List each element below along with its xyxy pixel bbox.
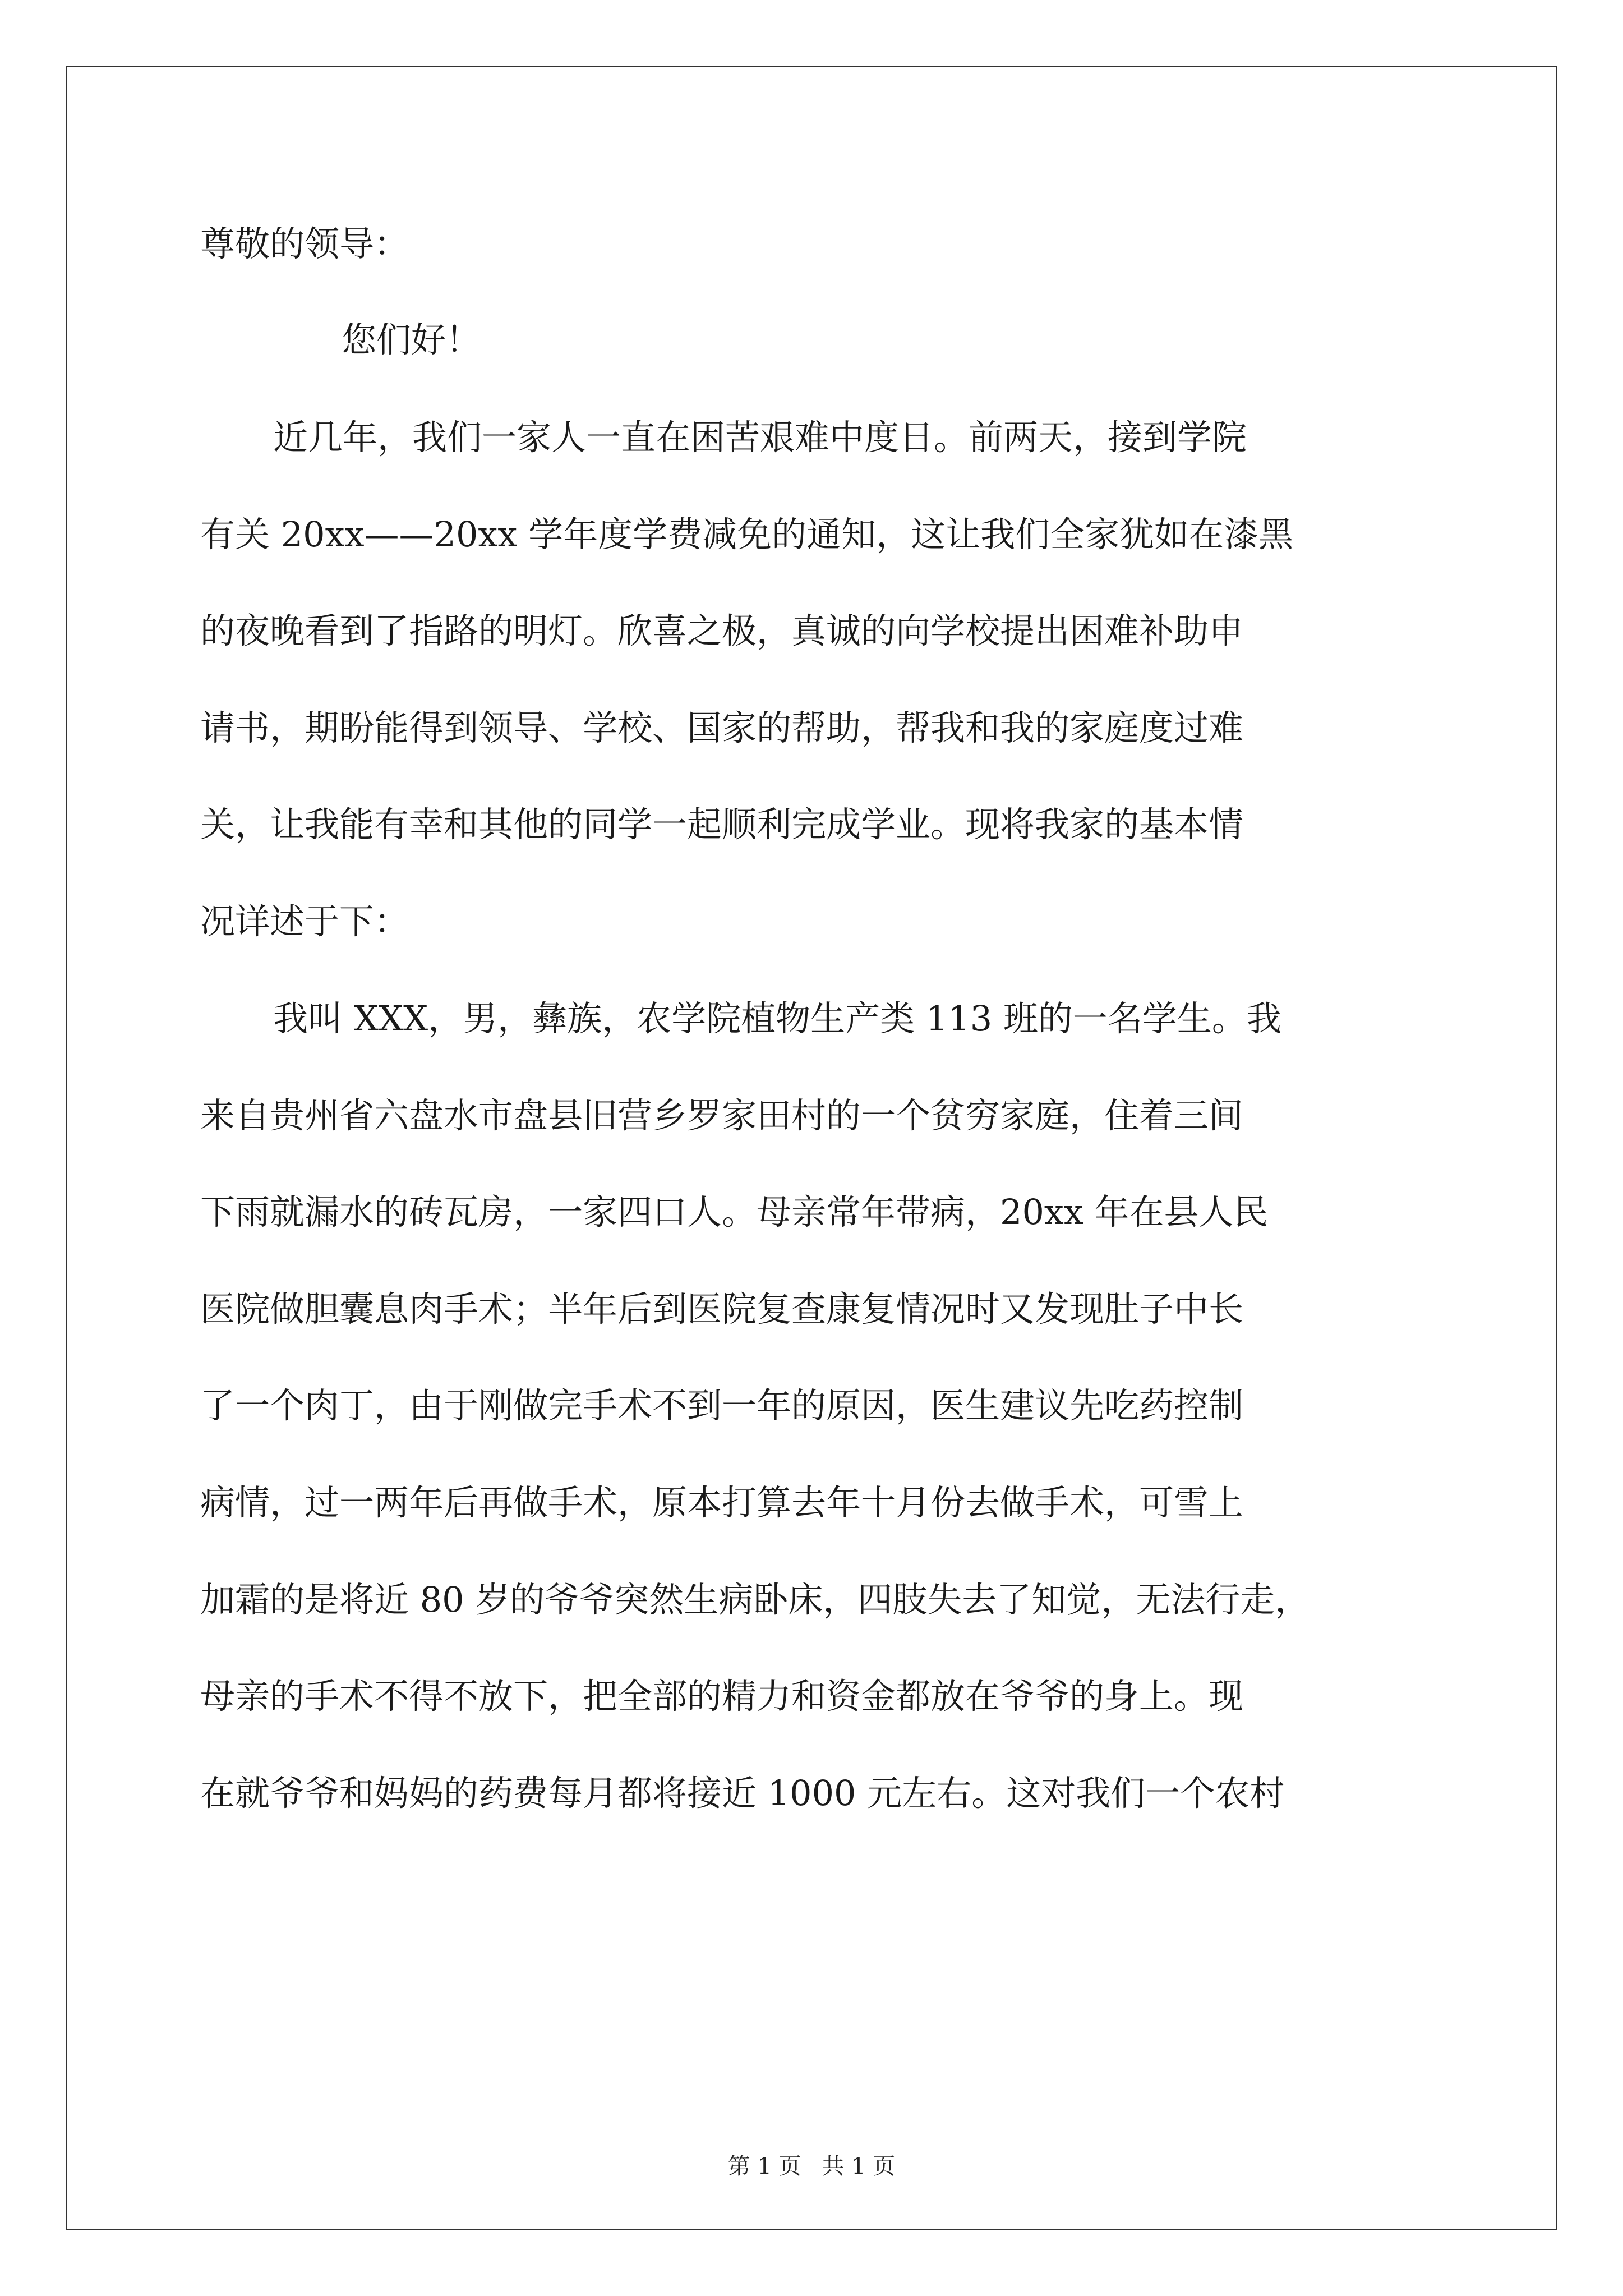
salutation: 尊敬的领导：: [200, 223, 409, 264]
paragraph-line: 在就爷爷和妈妈的药费每月都将接近 1000 元左右。这对我们一个农村: [200, 1773, 1285, 1814]
paragraph-line: 来自贵州省六盘水市盘县旧营乡罗家田村的一个贫穷家庭，住着三间: [200, 1095, 1244, 1136]
paragraph-line: 有关 20xx——20xx 学年度学费减免的通知，这让我们全家犹如在漆黑: [200, 514, 1294, 555]
paragraph-line: 了一个肉丁，由于刚做完手术不到一年的原因，医生建议先吃药控制: [200, 1385, 1244, 1426]
paragraph-line: 我叫 XXX，男，彝族，农学院植物生产类 113 班的一名学生。我: [273, 998, 1281, 1039]
greeting: 您们好！: [342, 319, 481, 360]
paragraph-line: 母亲的手术不得不放下，把全部的精力和资金都放在爷爷的身上。现: [200, 1676, 1244, 1717]
paragraph-line: 医院做胆囊息肉手术；半年后到医院复查康复情况时又发现肚子中长: [200, 1289, 1244, 1329]
paragraph-line: 下雨就漏水的砖瓦房，一家四口人。母亲常年带病，20xx 年在县人民: [200, 1191, 1269, 1232]
paragraph-line: 关，让我能有幸和其他的同学一起顺利完成学业。现将我家的基本情: [200, 804, 1244, 845]
paragraph-line: 况详述于下：: [200, 901, 409, 942]
page-total: 共 1 页: [822, 2154, 896, 2179]
page-border: [66, 66, 1557, 2230]
paragraph-line: 请书，期盼能得到领导、学校、国家的帮助，帮我和我的家庭度过难: [200, 707, 1244, 748]
page-footer: [0, 2150, 1623, 2183]
page-number: 第 1 页: [727, 2154, 801, 2179]
paragraph-line: 病情，过一两年后再做手术，原本打算去年十月份去做手术，可雪上: [200, 1482, 1244, 1523]
paragraph-line: 近几年，我们一家人一直在困苦艰难中度日。前两天，接到学院: [273, 417, 1247, 458]
paragraph-line: 的夜晚看到了指路的明灯。欣喜之极，真诚的向学校提出困难补助申: [200, 610, 1244, 651]
paragraph-line: 加霜的是将近 80 岁的爷爷突然生病卧床，四肢失去了知觉，无法行走，: [200, 1579, 1310, 1620]
